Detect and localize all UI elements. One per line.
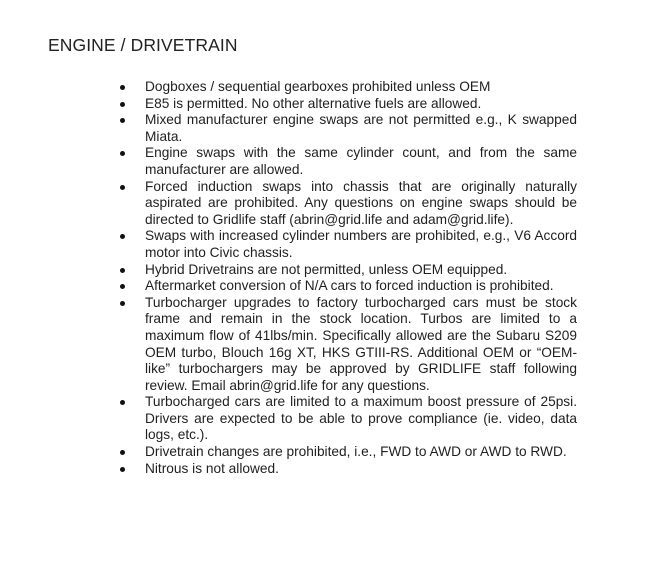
rule-text: Aftermarket conversion of N/A cars to forced induction is prohibited.	[145, 278, 554, 294]
bullet-icon	[120, 284, 125, 289]
bullet-icon	[120, 450, 125, 455]
rules-list	[120, 79, 577, 477]
rule-text: Mixed manufacturer engine swaps are not permitted e.g., K swapped Miata.	[145, 112, 577, 144]
rule-item-e85	[120, 96, 577, 113]
rule-item-forced-induction-swaps	[120, 179, 577, 229]
rule-item-mixed-manufacturer-swaps	[120, 112, 577, 145]
rule-text: Turbocharger upgrades to factory turbocharged cars must be stock frame and remain in the stock location. Turbos are limited to a maximum flow of 41lbs/min. Specifically allowed are the Subaru S209 OEM turbo, Blouch 16g XT, HKS GTIII-RS. Additional OEM or “OEM-like” turbochargers may be approved by GRIDLIFE staff following review. Email abrin@grid.life for any questions.	[145, 294, 577, 393]
bullet-icon	[120, 301, 125, 306]
section-heading: ENGINE / DRIVETRAIN	[48, 35, 238, 55]
bullet-icon	[120, 268, 125, 273]
rule-text: Swaps with increased cylinder numbers are prohibited, e.g., V6 Accord motor into Civic chassis.	[145, 228, 577, 260]
rule-text: E85 is permitted. No other alternative fuels are allowed.	[145, 95, 482, 111]
rule-item-turbocharger-upgrades	[120, 295, 577, 395]
bullet-icon	[120, 102, 125, 107]
rule-text: Engine swaps with the same cylinder count, and from the same manufacturer are allowed.	[145, 145, 577, 177]
bullet-icon	[120, 118, 125, 123]
bullet-icon	[120, 234, 125, 239]
rule-text: Forced induction swaps into chassis that are originally naturally aspirated are prohibited. Any questions on engine swaps should be directed to Gridlife staff (abrin@grid.life and adam@grid.life).	[145, 178, 577, 227]
rule-item-nitrous	[120, 461, 577, 478]
rule-text: Drivetrain changes are prohibited, i.e., FWD to AWD or AWD to RWD.	[145, 444, 567, 460]
rule-item-dogboxes	[120, 79, 577, 96]
bullet-icon	[120, 185, 125, 190]
bullet-icon	[120, 151, 125, 156]
rule-text: Nitrous is not allowed.	[145, 460, 279, 476]
rule-item-aftermarket-conversion	[120, 278, 577, 295]
rule-item-drivetrain-changes	[120, 444, 577, 461]
rule-item-same-cylinder-swaps	[120, 145, 577, 178]
bullet-icon	[120, 467, 125, 472]
rule-item-boost-pressure	[120, 394, 577, 444]
bullet-icon	[120, 400, 125, 405]
rule-item-hybrid-drivetrains	[120, 262, 577, 279]
rule-text: Turbocharged cars are limited to a maximum boost pressure of 25psi. Drivers are expected to be able to prove compliance (ie. video, data logs, etc.).	[145, 394, 577, 443]
bullet-icon	[120, 85, 125, 90]
rule-item-cylinder-increase	[120, 228, 577, 261]
rule-text: Dogboxes / sequential gearboxes prohibited unless OEM	[145, 79, 491, 94]
rule-text: Hybrid Drivetrains are not permitted, unless OEM equipped.	[145, 261, 508, 277]
